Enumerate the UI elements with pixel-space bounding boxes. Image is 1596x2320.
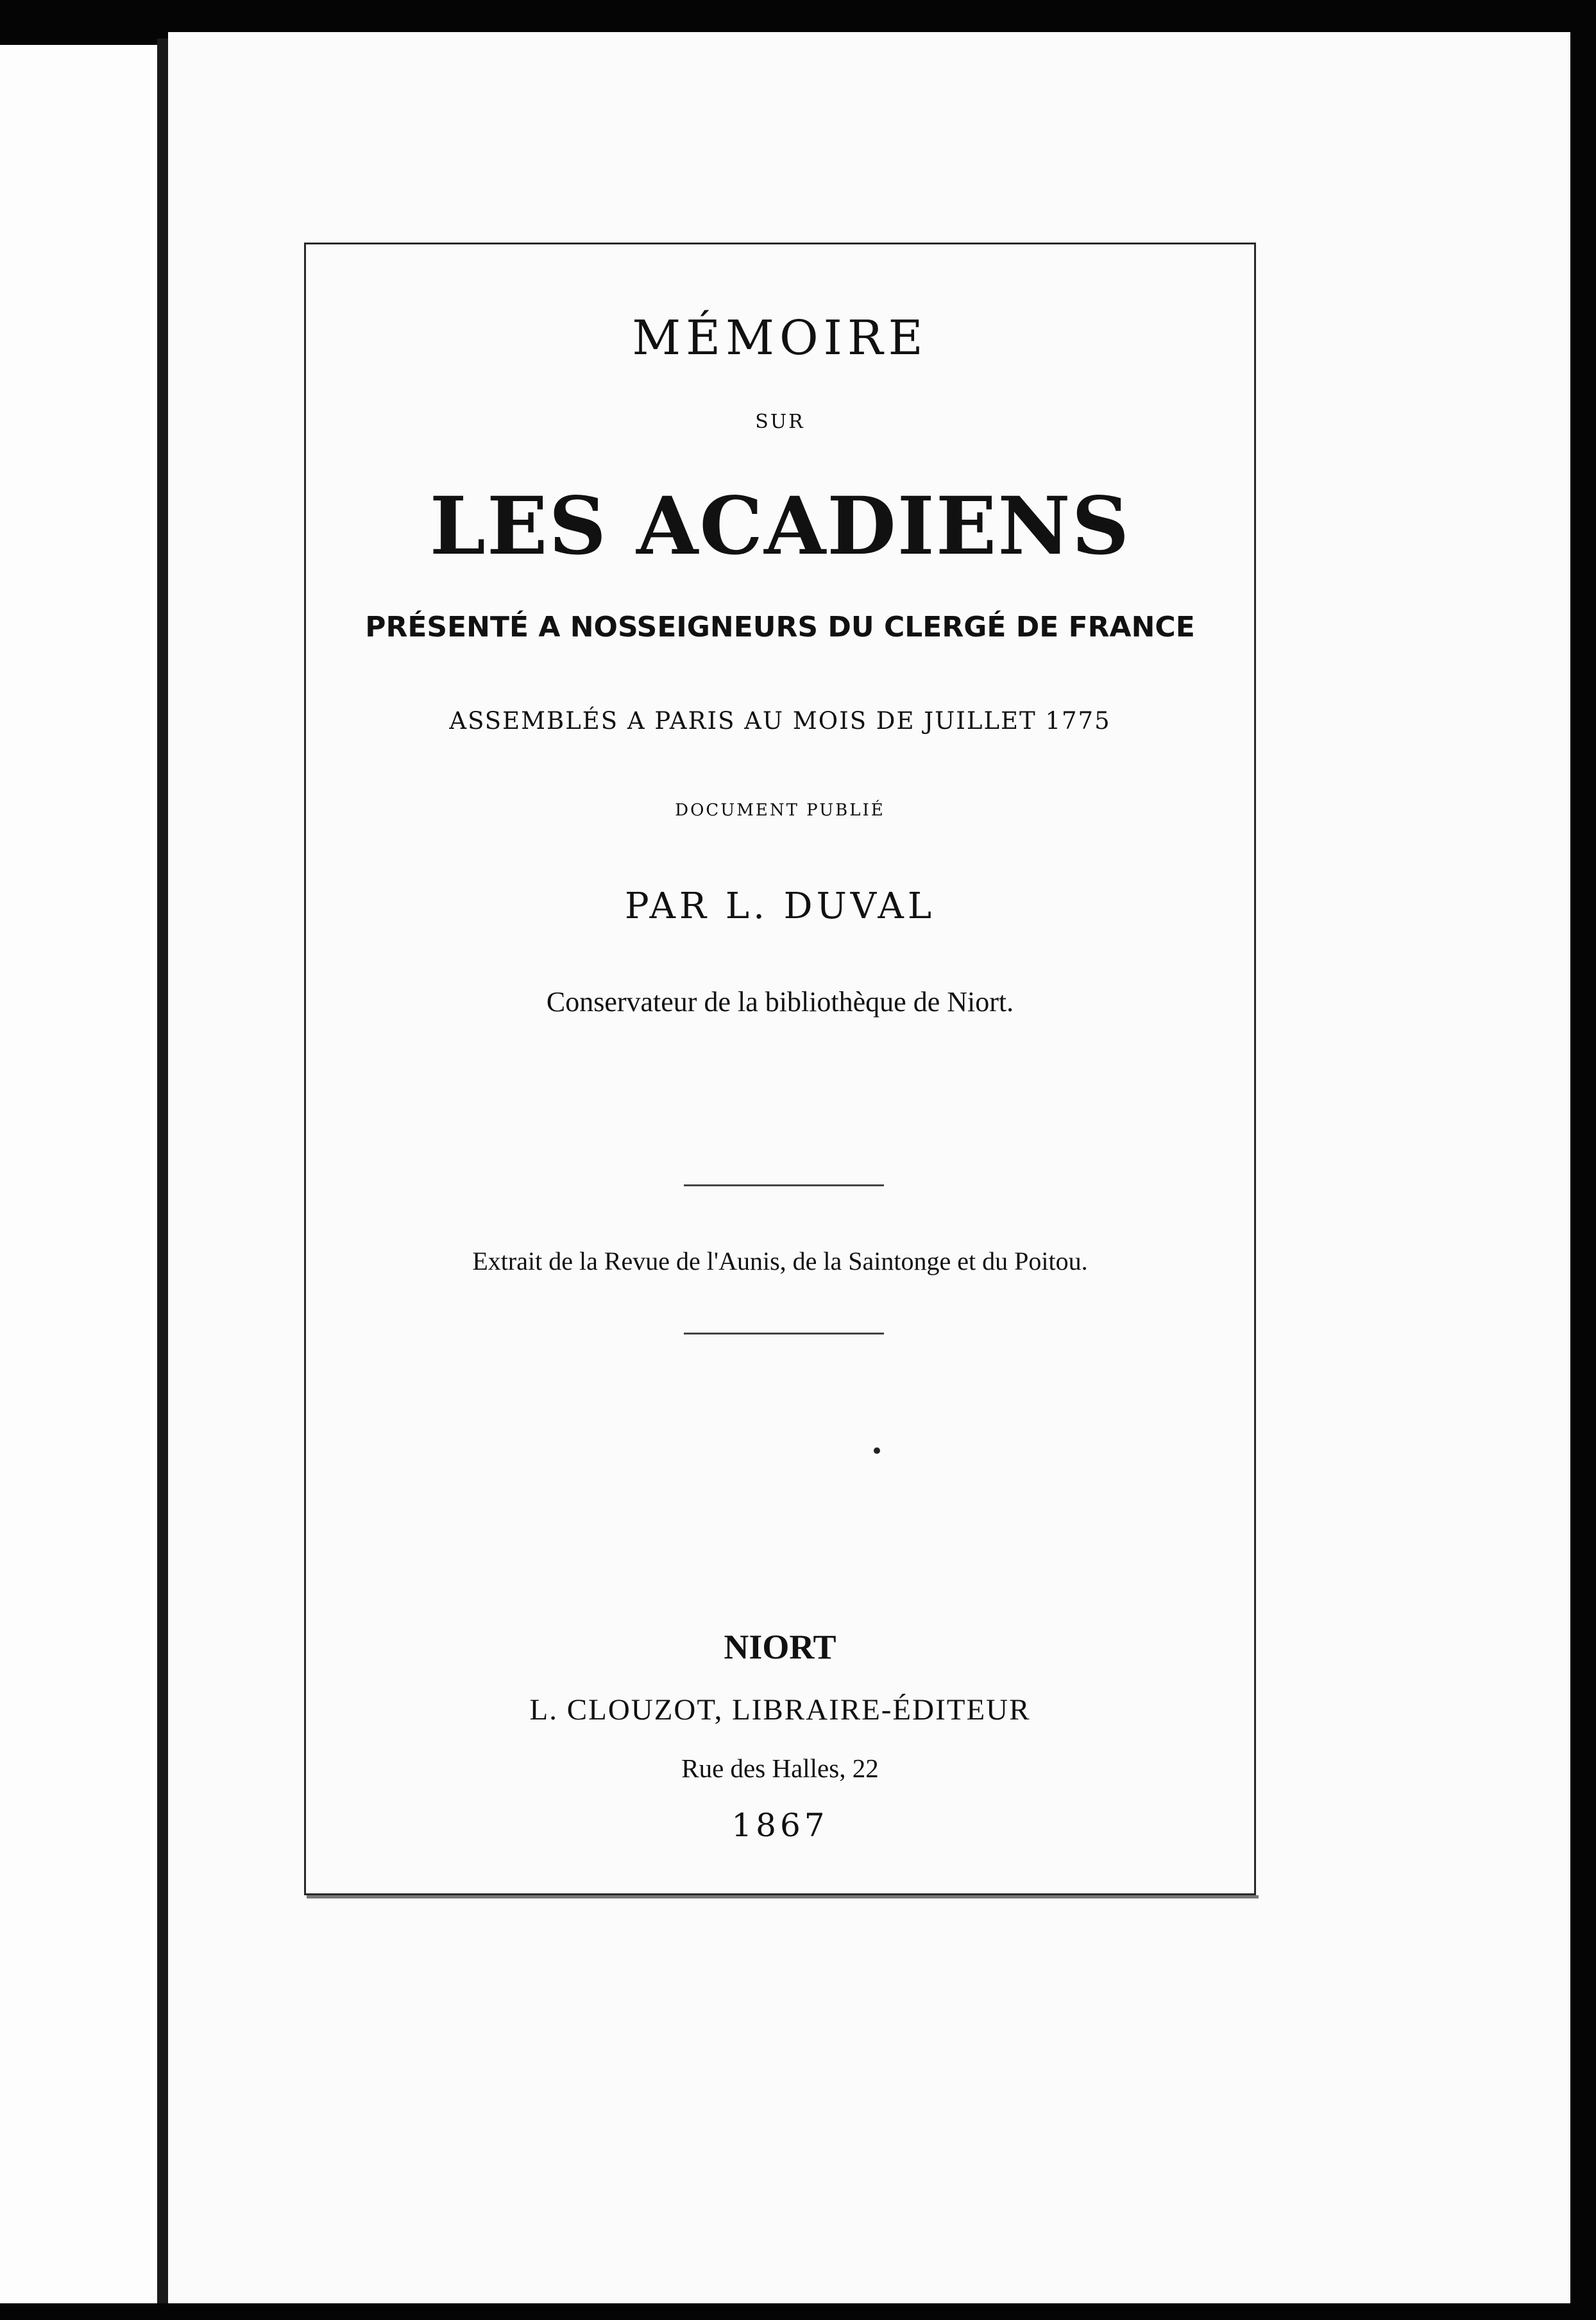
extract-note: Extrait de la Revue de l'Aunis, de la Saintonge et du Poitou.: [472, 1247, 1088, 1275]
author-line: PAR L. DUVAL: [624, 885, 936, 927]
main-title: LES ACADIENS: [429, 480, 1131, 573]
document-note: DOCUMENT PUBLIÉ: [675, 801, 885, 820]
author-role: Conservateur de la bibliothèque de Niort.: [546, 986, 1014, 1018]
title-word: MÉMOIRE: [632, 311, 928, 366]
divider-rule-bottom: [684, 1333, 884, 1335]
scan-border-bottom: [0, 2303, 1596, 2320]
previous-page-edge: [0, 45, 157, 2303]
title-frame-shadow: [307, 1895, 1259, 1898]
imprint-publisher: L. CLOUZOT, LIBRAIRE-ÉDITEUR: [529, 1693, 1031, 1727]
scan-border-right: [1570, 0, 1596, 2320]
divider-rule-top: [684, 1184, 884, 1186]
imprint-city: NIORT: [724, 1628, 836, 1666]
imprint-address: Rue des Halles, 22: [681, 1753, 879, 1783]
scan-border-top: [0, 0, 1596, 32]
dedication-line: PRÉSENTÉ A NOSSEIGNEURS DU CLERGÉ DE FRANCE: [365, 611, 1195, 644]
ornament-dot: [874, 1447, 880, 1454]
imprint-year: 1867: [731, 1807, 829, 1844]
assembly-line: ASSEMBLÉS A PARIS AU MOIS DE JUILLET 1775: [449, 707, 1111, 735]
title-preposition: SUR: [755, 411, 805, 433]
